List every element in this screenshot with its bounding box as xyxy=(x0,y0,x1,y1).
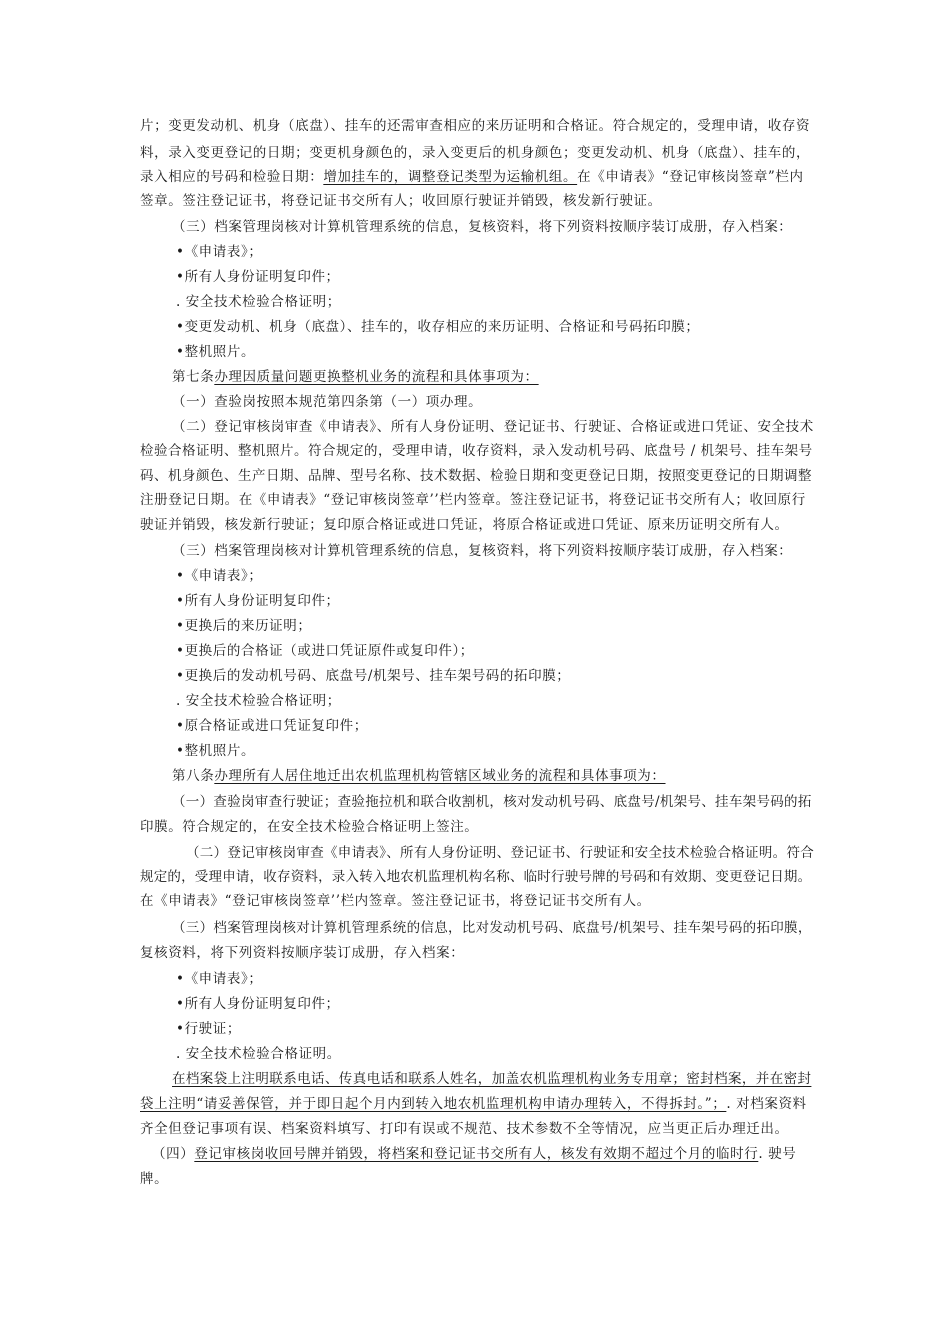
text-line: 注册登记日期。在《申请表》“登记审核岗签章’’栏内签章。签注登记证书，将登记证书交所有人；收回原行 xyxy=(140,492,806,508)
text-line: （一）查验岗审查行驶证；查验拖拉机和联合收割机，核对发动机号码、底盘号/机架号、挂车架号码的拓 xyxy=(172,794,812,810)
text-line: 签章。签注登记证书，将登记证书交所有人；收回原行驶证并销毁，核发新行驶证。 xyxy=(140,193,662,209)
list-item: •《申请表》； xyxy=(176,971,263,987)
text-line: 齐全但登记事项有误、档案资料填写、打印有误或不规范、技术参数不全等情况，应当更正后办理迁出。 xyxy=(140,1121,789,1137)
text-line: 复核资料，将下列资料按顺序装订成册，存入档案： xyxy=(140,945,465,961)
text-line: （二）登记审核岗审查《申请表》、所有人身份证明、登记证书、行驶证、合格证或进口凭证、安全技术 xyxy=(172,419,814,435)
list-item: •所有人身份证明复印件； xyxy=(176,269,340,285)
text-line: 码、机身颜色、生产日期、品牌、型号名称、技术数据、检验日期和变更登记日期，按照变更登记的日期调整 xyxy=(140,468,812,484)
list-item: . 安全技术检验合格证明； xyxy=(176,294,341,310)
list-item: •变更发动机、机身（底盘）、挂车的，收存相应的来历证明、合格证和号码拓印膜； xyxy=(176,319,700,335)
text-line: （一）查验岗按照本规范第四条第（一）项办理。 xyxy=(172,394,483,410)
text-line: （三）档案管理岗核对计算机管理系统的信息，复核资料，将下列资料按顺序装订成册，存入档案： xyxy=(172,219,793,235)
text-line: （三）档案管理岗核对计算机管理系统的信息，复核资料，将下列资料按顺序装订成册，存入档案： xyxy=(172,543,793,559)
list-item: •《申请表》； xyxy=(176,568,263,584)
text-line: 牌。 xyxy=(140,1171,169,1187)
text-line: 驶证并销毁，核发新行驶证；复印原合格证或进口凭证，将原合格证或进口凭证、原来历证明交所有人。 xyxy=(140,517,789,533)
text-line: 片；变更发动机、机身（底盘）、挂车的还需审查相应的来历证明和合格证。符合规定的，受理申请，收存资 xyxy=(140,118,811,134)
list-item: •更换后的合格证（或进口凭证原件或复印件）； xyxy=(176,643,474,659)
list-item: •整机照片。 xyxy=(176,344,256,360)
list-item: •整机照片。 xyxy=(176,743,256,759)
text-line: 在《申请表》“登记审核岗签章’’栏内签章。签注登记证书，将登记证书交所有人。 xyxy=(140,893,651,909)
list-item: •原合格证或进口凭证复印件； xyxy=(176,718,368,734)
list-item: •行驶证； xyxy=(176,1021,241,1037)
article-heading: 第七条办理因质量问题更换整机业务的流程和具体事项为： xyxy=(172,369,539,385)
list-item: •所有人身份证明复印件； xyxy=(176,996,340,1012)
text-line: 录入相应的号码和检验日期：增加挂车的，调整登记类型为运输机组。在《申请表》“登记审核岗签章”栏内 xyxy=(140,169,804,185)
text-line: （三）档案管理岗核对计算机管理系统的信息，比对发动机号码、底盘号/机架号、挂车架号码的拓印膜， xyxy=(172,920,812,936)
text-line: 规定的，受理申请，收存资料，录入转入地农机监理机构名称、临时行驶号牌的号码和有效期、变更登记日期。 xyxy=(140,869,812,885)
text-line: 检验合格证明、整机照片。符合规定的，受理申请，收存资料，录入发动机号码、底盘号 / 机架号、挂车架号 xyxy=(140,443,813,459)
text-line: 在档案袋上注明联系电话、传真电话和联系人姓名，加盖农机监理机构业务专用章；密封档案，并在密封 xyxy=(172,1071,812,1087)
list-item: . 安全技术检验合格证明； xyxy=(176,693,341,709)
list-item: •《申请表》； xyxy=(176,244,263,260)
text-line: 印膜。符合规定的，在安全技术检验合格证明上签注。 xyxy=(140,819,479,835)
text-line: （二）登记审核岗审查《申请表》、所有人身份证明、登记证书、行驶证和安全技术检验合格证明。符合 xyxy=(186,845,815,861)
list-item: •更换后的来历证明； xyxy=(176,618,312,634)
list-item: . 安全技术检验合格证明。 xyxy=(176,1046,341,1062)
list-item: •更换后的发动机号码、底盘号/机架号、挂车架号码的拓印膜； xyxy=(176,668,571,684)
list-item: •所有人身份证明复印件； xyxy=(176,593,340,609)
text-line: 料，录入变更登记的日期；变更机身颜色的，录入变更后的机身颜色；变更发动机、机身（底盘）、挂车的， xyxy=(140,145,811,161)
article-heading: 第八条办理所有人居住地迁出农机监理机构管辖区域业务的流程和具体事项为： xyxy=(172,768,666,784)
text-line: （四）登记审核岗收回号牌并销毁，将档案和登记证书交所有人，核发有效期不超过个月的临时行. 驶号 xyxy=(152,1146,797,1162)
text-line: 袋上注明“请妥善保管，并于即日起个月内到转入地农机监理机构申请办理转入，不得拆封。”；. 对档案资料 xyxy=(140,1096,807,1112)
